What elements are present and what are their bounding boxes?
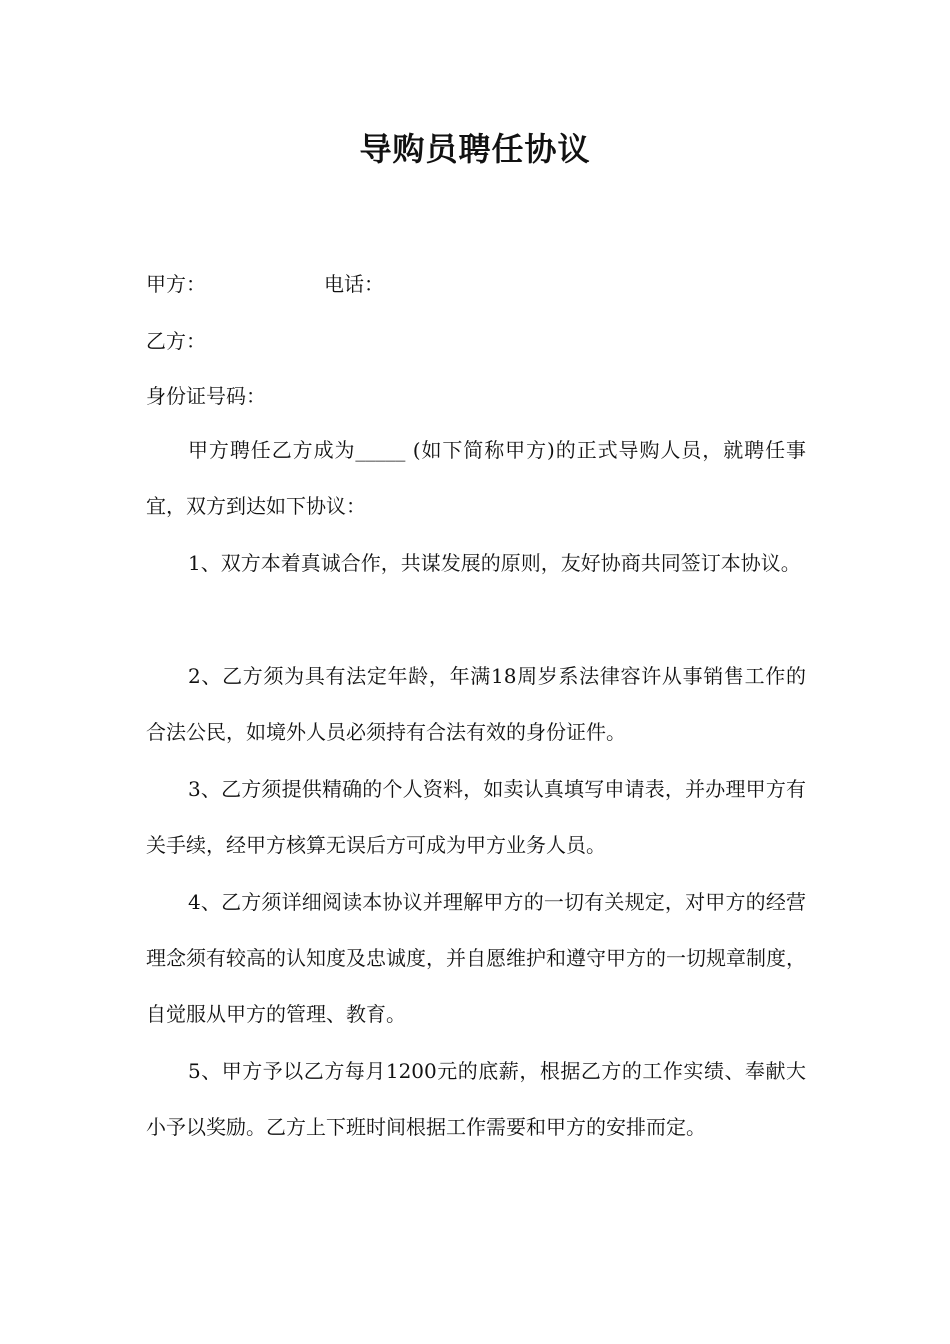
clause-1: 1、双方本着真诚合作，共谋发展的原则，友好协商共同签订本协议。 [188, 551, 801, 575]
phone-label: 电话： [324, 272, 384, 296]
clause-4: 4、乙方须详细阅读本协议并理解甲方的一切有关规定，对甲方的经营理念须有较高的认知度及忠诚度，并自愿维护和遵守甲方的一切规章制度，自觉服从甲方的管理、教育。 [146, 890, 806, 1026]
id-number-line [146, 381, 266, 411]
clause-3: 3、乙方须提供精确的个人资料，如卖认真填写申请表，并办理甲方有关手续，经甲方核算无误后方可成为甲方业务人员。 [146, 777, 806, 857]
document-title: 导购员聘任协议 [359, 130, 591, 168]
party-a-line [146, 269, 384, 299]
party-b-label: 乙方： [146, 329, 206, 353]
clause-2: 2、乙方须为具有法定年龄，年满18周岁系法律容许从事销售工作的合法公民，如境外人员必须持有合法有效的身份证件。 [146, 664, 806, 744]
party-b-line [146, 326, 206, 356]
intro-paragraph: 甲方聘任乙方成为_____ (如下简称甲方)的正式导购人员，就聘任事宜，双方到达如下协议： [146, 438, 806, 518]
clause-5: 5、甲方予以乙方每月1200元的底薪，根据乙方的工作实绩、奉献大小予以奖励。乙方上下班时间根据工作需要和甲方的安排而定。 [146, 1059, 806, 1139]
id-number-label: 身份证号码： [146, 384, 266, 408]
party-a-label: 甲方： [146, 272, 206, 296]
